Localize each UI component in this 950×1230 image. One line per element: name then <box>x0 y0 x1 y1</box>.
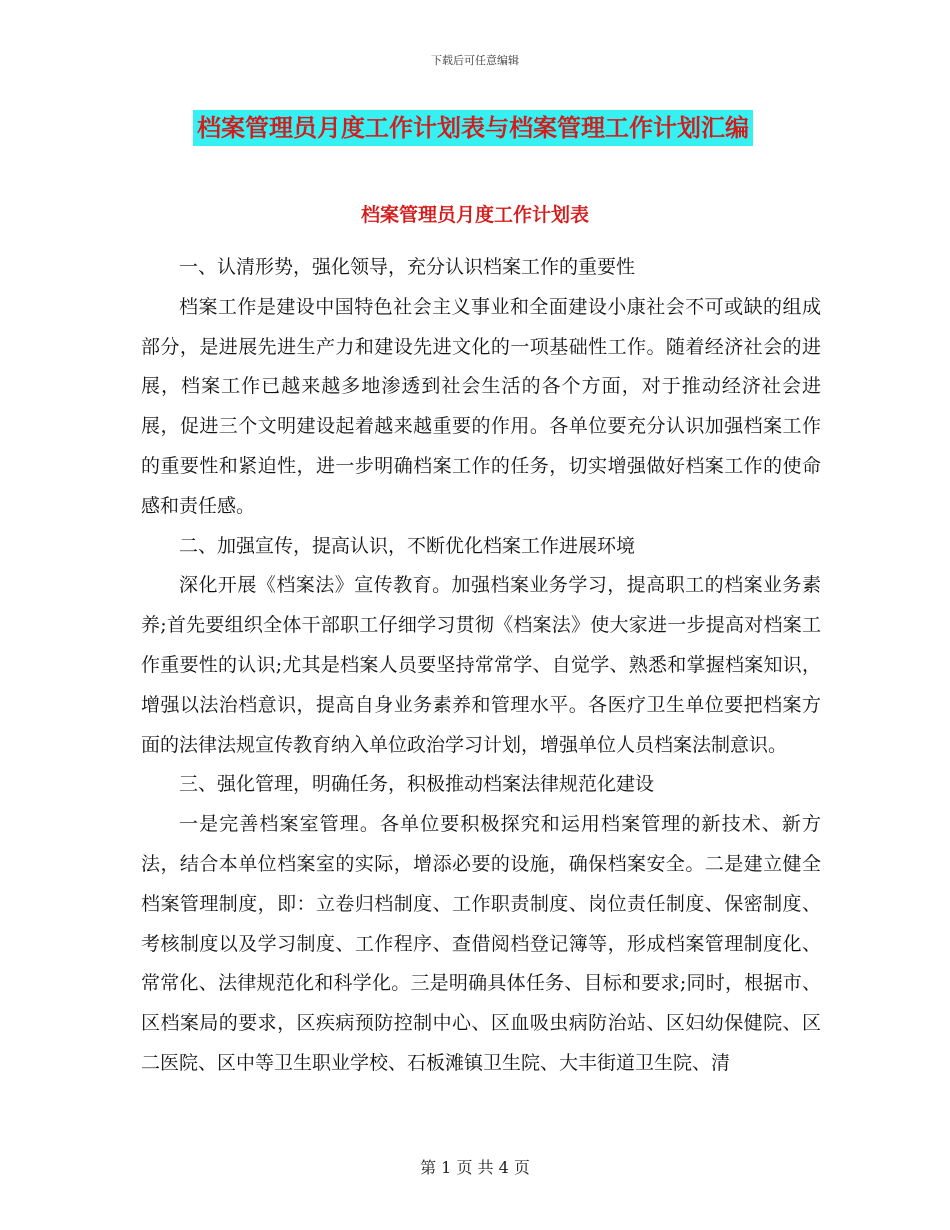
header-note: 下载后可任意编辑 <box>431 54 519 67</box>
document-body <box>141 248 821 1084</box>
heading-2: 二、加强宣传，提高认识，不断优化档案工作进展环境 <box>179 534 636 557</box>
paragraph-1: 档案工作是建设中国特色社会主义事业和全面建设小康社会不可或缺的组成部分，是进展先进生产力和建设先进文化的一项基础性工作。随着经济社会的进展，档案工作已越来越多地渗透到社会生活的各个方面，对于推动经济社会进展，促进三个文明建设起着越来越重要的作用。各单位要充分认识加强档案工作的重要性和紧迫性，进一步明确档案工作的任务，切实增强做好档案工作的使命感和责任感。 <box>141 295 821 517</box>
paragraph-2: 深化开展《档案法》宣传教育。加强档案业务学习，提高职工的档案业务素养;首先要组织全体干部职工仔细学习贯彻《档案法》使大家进一步提高对档案工作重要性的认识;尤其是档案人员要坚持常常学、自觉学、熟悉和掌握档案知识，增强以法治档意识，提高自身业务素养和管理水平。各医疗卫生单位要把档案方面的法律法规宣传教育纳入单位政治学习计划，增强单位人员档案法制意识。 <box>141 574 821 756</box>
heading-3: 三、强化管理，明确任务，积极推动档案法律规范化建设 <box>179 773 655 796</box>
document-title: 档案管理员月度工作计划表与档案管理工作计划汇编 <box>193 110 753 146</box>
paragraph-3: 一是完善档案室管理。各单位要积极探究和运用档案管理的新技术、新方法，结合本单位档案室的实际，增添必要的设施，确保档案安全。二是建立健全档案管理制度，即：立卷归档制度、工作职责制度、岗位责任制度、保密制度、考核制度以及学习制度、工作程序、查借阅档登记簿等，形成档案管理制度化、常常化、法律规范化和科学化。三是明确具体任务、目标和要求;同时，根据市、区档案局的要求，区疾病预防控制中心、区血吸虫病防治站、区妇幼保健院、区二医院、区中等卫生职业学校、石板滩镇卫生院、大丰街道卫生院、清 <box>141 813 821 1074</box>
page-footer: 第 1 页 共 4 页 <box>420 1158 530 1177</box>
section-title: 档案管理员月度工作计划表 <box>360 204 589 226</box>
heading-1: 一、认清形势，强化领导，充分认识档案工作的重要性 <box>179 256 636 278</box>
